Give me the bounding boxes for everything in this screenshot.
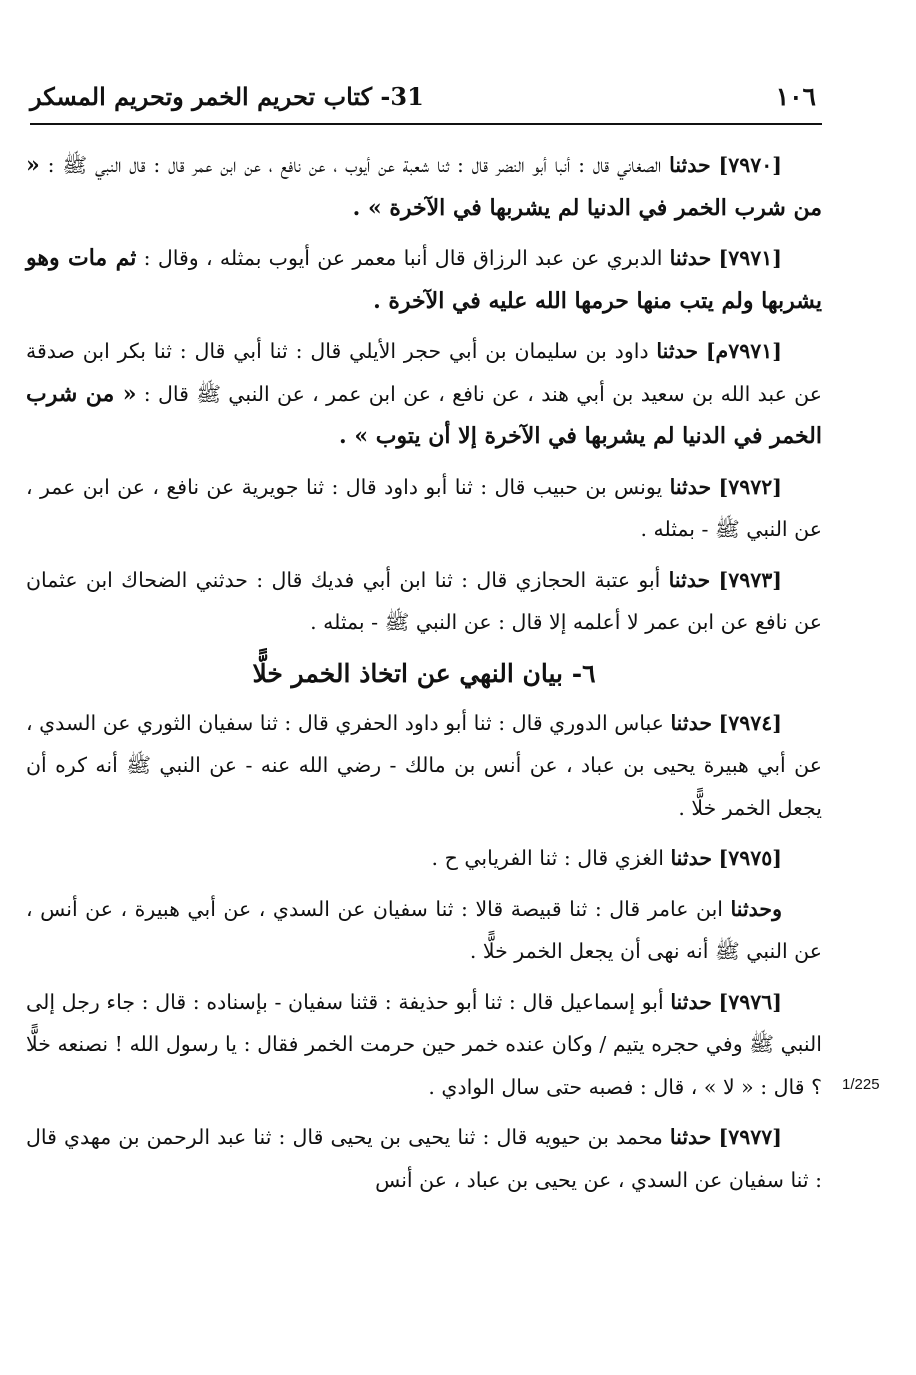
hadith-number: [٧٩٧٧] — [718, 1125, 782, 1149]
hadith-opening: حدثنا — [669, 474, 712, 499]
hadith-entry — [26, 466, 822, 551]
manuscript-folio-ref: 1/225 — [842, 1076, 880, 1093]
hadith-matn: « من شرب الخمر في الدنيا لم يشربها في الآخرة » . — [26, 152, 822, 221]
section-title: ٦- بيان النهي عن اتخاذ الخمر خلًّا — [252, 658, 596, 688]
hadith-opening: حدثنا — [656, 339, 698, 363]
running-title: 31- كتاب تحريم الخمر وتحريم المسكر — [30, 82, 424, 111]
hadith-number: [٧٩٧٠] — [718, 153, 782, 177]
hadith-number: [٧٩٧١م] — [705, 339, 782, 363]
hadith-entry — [26, 702, 822, 830]
hadith-opening: حدثنا — [670, 989, 712, 1014]
page-body — [26, 144, 822, 1209]
hadith-opening: حدثنا — [669, 246, 712, 270]
hadith-text: عباس الدوري قال : ثنا أبو داود الحفري قال : ثنا سفيان الثوري عن السدي ، عن أبي هبيرة يحيى بن عباد ، عن أنس بن مالك - رضي الله عنه - عن النبي ﷺ أنه كره أن يجعل الخمر خلًّا . — [26, 710, 822, 820]
hadith-number: [٧٩٧٢] — [718, 474, 782, 499]
hadith-number: [٧٩٧٥] — [718, 846, 782, 870]
hadith-entry — [26, 144, 822, 229]
hadith-opening: حدثنا — [670, 846, 713, 870]
hadith-opening: حدثنا — [668, 567, 711, 592]
hadith-matn: « من شرب الخمر في الدنيا لم يشربها في الآخرة إلا أن يتوب » . — [26, 380, 822, 449]
hadith-entry — [26, 237, 822, 322]
hadith-entry — [26, 559, 822, 644]
hadith-text: الدبري عن عبد الرزاق قال أنبا معمر عن أيوب بمثله ، وقال : — [136, 246, 670, 270]
hadith-text: يونس بن حبيب قال : ثنا أبو داود قال : ثنا جويرية عن نافع ، عن ابن عمر ، عن النبي ﷺ - بمثله . — [26, 474, 822, 541]
hadith-matn: ثم مات وهو يشربها ولم يتب منها حرمها الله عليه في الآخرة . — [26, 245, 822, 314]
hadith-opening: حدثنا — [670, 710, 713, 735]
page-number: ١٠٦ — [775, 82, 816, 111]
hadith-opening: وحدثنا — [730, 896, 782, 921]
hadith-text: الصغاني قال : أنبا أبو النضر قال : ثنا شعبة عن أيوب ، عن نافع ، عن ابن عمر قال : قال النبي ﷺ : — [39, 153, 670, 177]
hadith-text: أبو عتبة الحجازي قال : ثنا ابن أبي فديك قال : حدثني الضحاك ابن عثمان عن نافع عن ابن عمر لا أعلمه إلا قال : عن النبي ﷺ - بمثله . — [26, 567, 822, 634]
header-rule — [30, 123, 822, 125]
hadith-number: [٧٩٧٤] — [718, 710, 782, 735]
hadith-text: ابن عامر قال : ثنا قبيصة قالا : ثنا سفيان عن السدي ، عن أبي هبيرة ، عن أنس ، عن النبي ﷺ أنه نهى أن يجعل الخمر خلًّا . — [26, 896, 822, 963]
hadith-entry — [26, 837, 822, 880]
hadith-text: محمد بن حيويه قال : ثنا يحيى بن يحيى قال : ثنا عبد الرحمن بن مهدي قال : ثنا سفيان عن السدي ، عن يحيى بن عباد ، عن أنس — [26, 1125, 822, 1192]
hadith-text: أبو إسماعيل قال : ثنا أبو حذيفة : قثنا سفيان - بإسناده : قال : جاء رجل إلى النبي ﷺ وفي حجره يتيم / وكان عنده خمر حين حرمت الخمر فقال : يا رسول الله ! نصنعه خلًّا ؟ قال : « لا » ، قال : فصبه حتى سال الوادي . — [26, 989, 822, 1099]
hadith-opening: حدثنا — [669, 1125, 712, 1149]
hadith-number: [٧٩٧١] — [718, 246, 782, 270]
hadith-entry — [26, 981, 822, 1109]
hadith-text: داود بن سليمان بن أبي حجر الأيلي قال : ثنا أبي قال : ثنا بكر ابن صدقة عن عبد الله بن سعيد بن أبي هند ، عن نافع ، عن ابن عمر ، عن النبي ﷺ قال : — [26, 339, 822, 406]
hadith-opening: حدثنا — [669, 153, 711, 177]
hadith-number: [٧٩٧٦] — [718, 989, 782, 1014]
hadith-continuation — [26, 888, 822, 973]
page-header — [30, 78, 822, 118]
hadith-number: [٧٩٧٣] — [718, 567, 782, 592]
hadith-entry — [26, 1116, 822, 1201]
hadith-entry — [26, 330, 822, 458]
hadith-text: الغزي قال : ثنا الفريابي ح . — [431, 846, 671, 870]
